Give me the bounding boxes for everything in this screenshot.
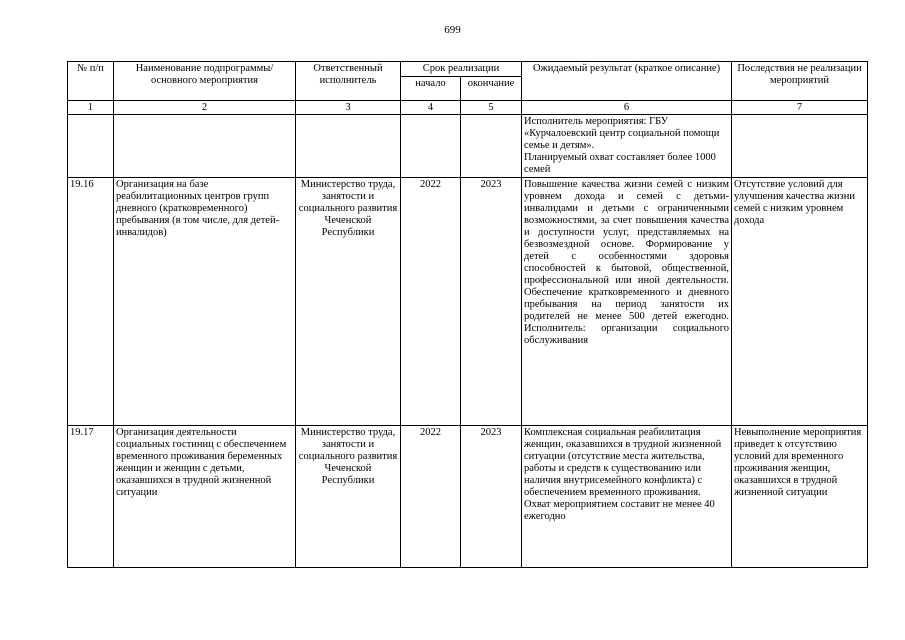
continuation-row (68, 115, 868, 178)
row-name: Организация на базе реабилитационных центров групп дневного (кратковременного) пребывания (в том числе, для детей-инвалидов) (114, 178, 296, 426)
header-num: № п/п (68, 62, 114, 101)
header-period: Срок реализации (401, 62, 522, 77)
column-number: 7 (732, 101, 868, 115)
row-end: 2023 (461, 426, 522, 568)
header-start: начало (401, 77, 461, 101)
row-result: Повышение качества жизни семей с низким уровнем дохода и семей с детьми-инвалидами и детьми с ограниченными возможностями, за счет повышения качества и доступности услуг, представляемых на безвозмездной основе. Формирование у детей с особенностями здоровья способностей к бытовой, общественной, профессиональной или иной деятельности. Обеспечение кратковременного и дневного пребывания на период занятости их родителей не менее 500 детей ежегодно. Исполнитель: организации социального обслуживания (522, 178, 732, 426)
program-activities-table (67, 61, 868, 568)
column-number: 1 (68, 101, 114, 115)
table-row (68, 426, 868, 568)
header-result: Ожидаемый результат (краткое описание) (522, 62, 732, 101)
row-start: 2022 (401, 426, 461, 568)
header-end: окончание (461, 77, 522, 101)
column-number: 6 (522, 101, 732, 115)
row-consequences: Отсутствие условий для улучшения качества жизни семей с низким уровнем дохода (732, 178, 868, 426)
row-start: 2022 (401, 178, 461, 426)
row-responsible: Министерство труда, занятости и социального развития Чеченской Республики (296, 178, 401, 426)
column-number: 4 (401, 101, 461, 115)
header-row (68, 62, 868, 77)
header-consequences: Последствия не реализации мероприятий (732, 62, 868, 101)
header-responsible: Ответственный исполнитель (296, 62, 401, 101)
continuation-result: Исполнитель мероприятия: ГБУ «Курчалоевский центр социальной помощи семье и детям». Планируемый охват составляет более 1000 семей (522, 115, 732, 178)
row-num: 19.16 (68, 178, 114, 426)
page-number: 699 (444, 24, 461, 36)
row-end: 2023 (461, 178, 522, 426)
column-number: 2 (114, 101, 296, 115)
column-numbers-row (68, 101, 868, 115)
row-result: Комплексная социальная реабилитация женщин, оказавшихся в трудной жизненной ситуации (отсутствие места жительства, работы и средств к существованию или наличия внутрисемейного конфликта) с обеспечением временного проживания. Охват мероприятием составит не менее 40 ежегодно (522, 426, 732, 568)
table-row (68, 178, 868, 426)
row-responsible: Министерство труда, занятости и социального развития Чеченской Республики (296, 426, 401, 568)
row-name: Организация деятельности социальных гостиниц с обеспечением временного проживания беременных женщин и женщин с детьми, оказавшихся в трудной жизненной ситуации (114, 426, 296, 568)
column-number: 3 (296, 101, 401, 115)
column-number: 5 (461, 101, 522, 115)
row-num: 19.17 (68, 426, 114, 568)
row-consequences: Невыполнение мероприятия приведет к отсутствию условий для временного проживания женщин, оказавшихся в трудной жизненной ситуации (732, 426, 868, 568)
header-name: Наименование подпрограммы/ основного мероприятия (114, 62, 296, 101)
